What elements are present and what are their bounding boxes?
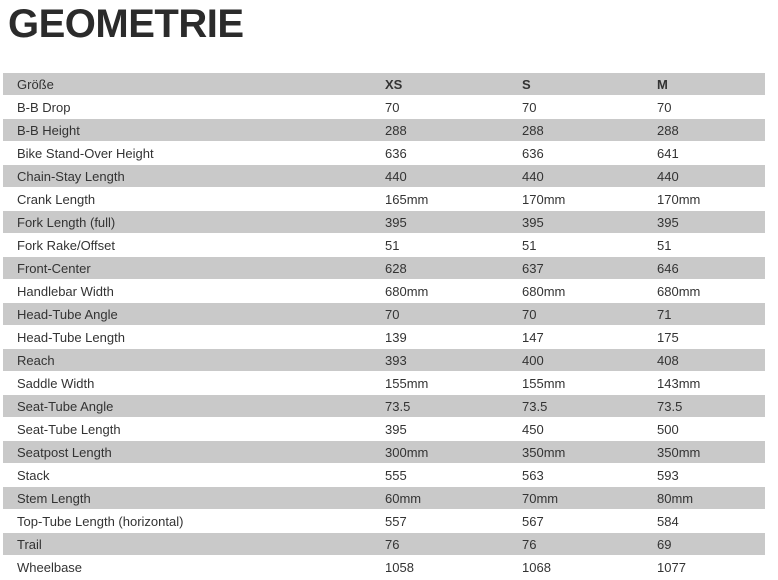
table-row: [3, 280, 765, 303]
row-label: Handlebar Width: [17, 284, 114, 299]
cell-m: 646: [657, 261, 679, 276]
cell-xs: 70: [385, 307, 400, 322]
cell-s: 70: [522, 307, 537, 322]
table-row: [3, 372, 765, 395]
cell-xs: 395: [385, 215, 407, 230]
table-row: [3, 395, 765, 418]
table-row: [3, 303, 765, 326]
header-col-xs: XS: [385, 77, 403, 92]
cell-xs: 636: [385, 146, 407, 161]
page-title: GEOMETRIE: [8, 2, 244, 46]
row-label: Seat-Tube Angle: [17, 399, 114, 414]
row-label: Fork Rake/Offset: [17, 238, 116, 253]
cell-xs: 288: [385, 123, 407, 138]
table-row: [3, 533, 765, 556]
cell-s: 400: [522, 353, 544, 368]
cell-s: 73.5: [522, 399, 548, 414]
row-label: Wheelbase: [17, 560, 83, 575]
cell-s: 567: [522, 514, 544, 529]
cell-m: 288: [657, 123, 679, 138]
row-label: Saddle Width: [17, 376, 95, 391]
table-row: [3, 142, 765, 165]
cell-s: 155mm: [522, 376, 566, 391]
cell-m: 70: [657, 100, 672, 115]
cell-xs: 440: [385, 169, 407, 184]
row-label: Bike Stand-Over Height: [17, 146, 154, 161]
cell-m: 170mm: [657, 192, 701, 207]
cell-s: 563: [522, 468, 544, 483]
cell-xs: 557: [385, 514, 407, 529]
cell-s: 70: [522, 100, 537, 115]
row-label: Head-Tube Angle: [17, 307, 118, 322]
row-label: Seat-Tube Length: [17, 422, 121, 437]
row-label: B-B Drop: [17, 100, 71, 115]
cell-s: 637: [522, 261, 544, 276]
table-row: [3, 441, 765, 464]
table-row: [3, 96, 765, 119]
cell-s: 51: [522, 238, 537, 253]
table-row: [3, 418, 765, 441]
row-label: Crank Length: [17, 192, 96, 207]
cell-m: 395: [657, 215, 679, 230]
row-label: Reach: [17, 353, 55, 368]
table-row: [3, 257, 765, 280]
cell-s: 350mm: [522, 445, 566, 460]
table-row: [3, 349, 765, 372]
row-label: Seatpost Length: [17, 445, 112, 460]
cell-s: 636: [522, 146, 544, 161]
table-row: [3, 556, 765, 579]
geometry-table-body: [3, 96, 765, 579]
cell-xs: 51: [385, 238, 400, 253]
table-row: [3, 165, 765, 188]
cell-m: 680mm: [657, 284, 701, 299]
table-row: [3, 510, 765, 533]
row-label: Trail: [17, 537, 42, 552]
cell-s: 147: [522, 330, 544, 345]
header-size-label: Größe: [17, 77, 54, 92]
cell-xs: 70: [385, 100, 400, 115]
cell-m: 350mm: [657, 445, 701, 460]
cell-m: 440: [657, 169, 679, 184]
row-label: Front-Center: [17, 261, 91, 276]
cell-s: 395: [522, 215, 544, 230]
table-row: [3, 211, 765, 234]
cell-xs: 139: [385, 330, 407, 345]
cell-m: 143mm: [657, 376, 701, 391]
table-row: [3, 464, 765, 487]
cell-s: 1068: [522, 560, 551, 575]
cell-s: 76: [522, 537, 537, 552]
cell-m: 500: [657, 422, 679, 437]
cell-s: 70mm: [522, 491, 559, 506]
cell-m: 51: [657, 238, 672, 253]
cell-m: 641: [657, 146, 679, 161]
row-label: Top-Tube Length (horizontal): [17, 514, 184, 529]
cell-xs: 555: [385, 468, 407, 483]
table-row: [3, 326, 765, 349]
cell-m: 1077: [657, 560, 686, 575]
cell-xs: 76: [385, 537, 400, 552]
cell-xs: 395: [385, 422, 407, 437]
cell-s: 288: [522, 123, 544, 138]
row-label: Chain-Stay Length: [17, 169, 125, 184]
header-col-s: S: [522, 77, 531, 92]
cell-xs: 73.5: [385, 399, 411, 414]
cell-xs: 60mm: [385, 491, 422, 506]
cell-s: 450: [522, 422, 544, 437]
row-label: B-B Height: [17, 123, 80, 138]
cell-s: 170mm: [522, 192, 566, 207]
cell-m: 80mm: [657, 491, 694, 506]
cell-m: 593: [657, 468, 679, 483]
cell-m: 73.5: [657, 399, 683, 414]
cell-m: 408: [657, 353, 679, 368]
geometry-table: [3, 73, 765, 579]
cell-xs: 1058: [385, 560, 414, 575]
table-header-row: [3, 73, 765, 96]
cell-xs: 300mm: [385, 445, 429, 460]
cell-m: 584: [657, 514, 679, 529]
row-label: Stem Length: [17, 491, 91, 506]
row-label: Fork Length (full): [17, 215, 116, 230]
cell-s: 680mm: [522, 284, 566, 299]
cell-m: 71: [657, 307, 672, 322]
cell-xs: 628: [385, 261, 407, 276]
cell-m: 69: [657, 537, 672, 552]
table-row: [3, 188, 765, 211]
cell-xs: 165mm: [385, 192, 429, 207]
row-label: Head-Tube Length: [17, 330, 125, 345]
cell-s: 440: [522, 169, 544, 184]
table-row: [3, 487, 765, 510]
header-col-m: M: [657, 77, 668, 92]
cell-xs: 393: [385, 353, 407, 368]
row-label: Stack: [17, 468, 50, 483]
cell-m: 175: [657, 330, 679, 345]
table-row: [3, 119, 765, 142]
cell-xs: 680mm: [385, 284, 429, 299]
cell-xs: 155mm: [385, 376, 429, 391]
table-row: [3, 234, 765, 257]
